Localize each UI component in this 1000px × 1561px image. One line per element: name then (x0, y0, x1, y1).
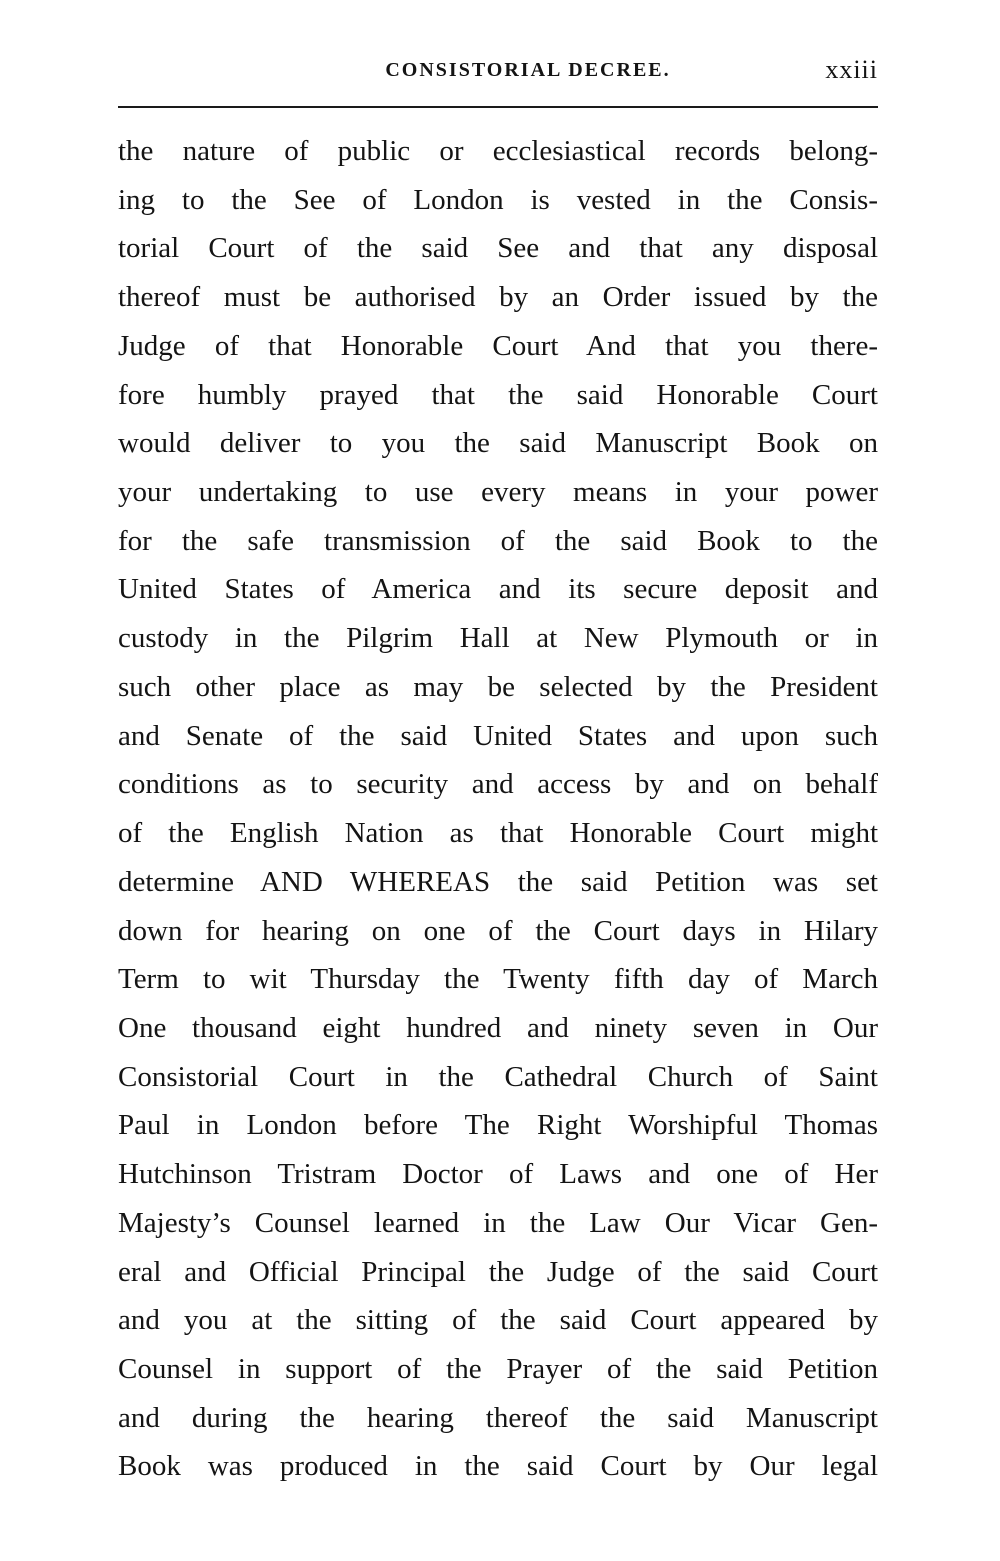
text-line: One thousand eight hundred and ninety seven in Our (118, 1011, 878, 1044)
text-line: conditions as to security and access by and on behalf (118, 768, 878, 801)
text-line: Hutchinson Tristram Doctor of Laws and one of Her (118, 1158, 878, 1191)
text-line: fore humbly prayed that the said Honorable Court (118, 378, 878, 411)
page-number: xxiii (825, 55, 878, 84)
text-line: Consistorial Court in the Cathedral Church of Saint (118, 1060, 878, 1093)
text-line: such other place as may be selected by the President (118, 670, 878, 703)
text-line: for the safe transmission of the said Book to the (118, 524, 878, 557)
text-line: Judge of that Honorable Court And that you there- (118, 329, 878, 362)
text-line: thereof must be authorised by an Order issued by the (118, 281, 878, 314)
text-line: custody in the Pilgrim Hall at New Plymouth or in (118, 622, 878, 655)
header-rule (118, 106, 878, 108)
text-line: down for hearing on one of the Court days in Hilary (118, 914, 878, 947)
text-line: Counsel in support of the Prayer of the said Petition (118, 1352, 878, 1385)
text-line: of the English Nation as that Honorable Court might (118, 817, 878, 850)
text-line: your undertaking to use every means in your power (118, 476, 878, 509)
body-text (118, 127, 878, 1491)
text-line: United States of America and its secure deposit and (118, 573, 878, 606)
text-line: and Senate of the said United States and upon such (118, 719, 878, 752)
text-line: Majesty’s Counsel learned in the Law Our Vicar Gen- (118, 1206, 878, 1239)
text-line: eral and Official Principal the Judge of the said Court (118, 1255, 878, 1288)
text-line: would deliver to you the said Manuscript Book on (118, 427, 878, 460)
text-line: Paul in London before The Right Worshipful Thomas (118, 1109, 878, 1142)
text-line: torial Court of the said See and that any disposal (118, 232, 878, 265)
running-title: CONSISTORIAL DECREE. (385, 59, 671, 81)
running-head (118, 52, 878, 92)
text-line: and during the hearing thereof the said Manuscript (118, 1401, 878, 1434)
text-line: the nature of public or ecclesiastical records belong- (118, 135, 878, 167)
text-line: Term to wit Thursday the Twenty fifth day of March (118, 963, 878, 996)
text-line: and you at the sitting of the said Court appeared by (118, 1304, 878, 1337)
text-line: determine AND WHEREAS the said Petition was set (118, 865, 878, 898)
text-line: ing to the See of London is vested in the Consis- (118, 183, 878, 216)
text-line: Book was produced in the said Court by Our legal (118, 1450, 878, 1483)
